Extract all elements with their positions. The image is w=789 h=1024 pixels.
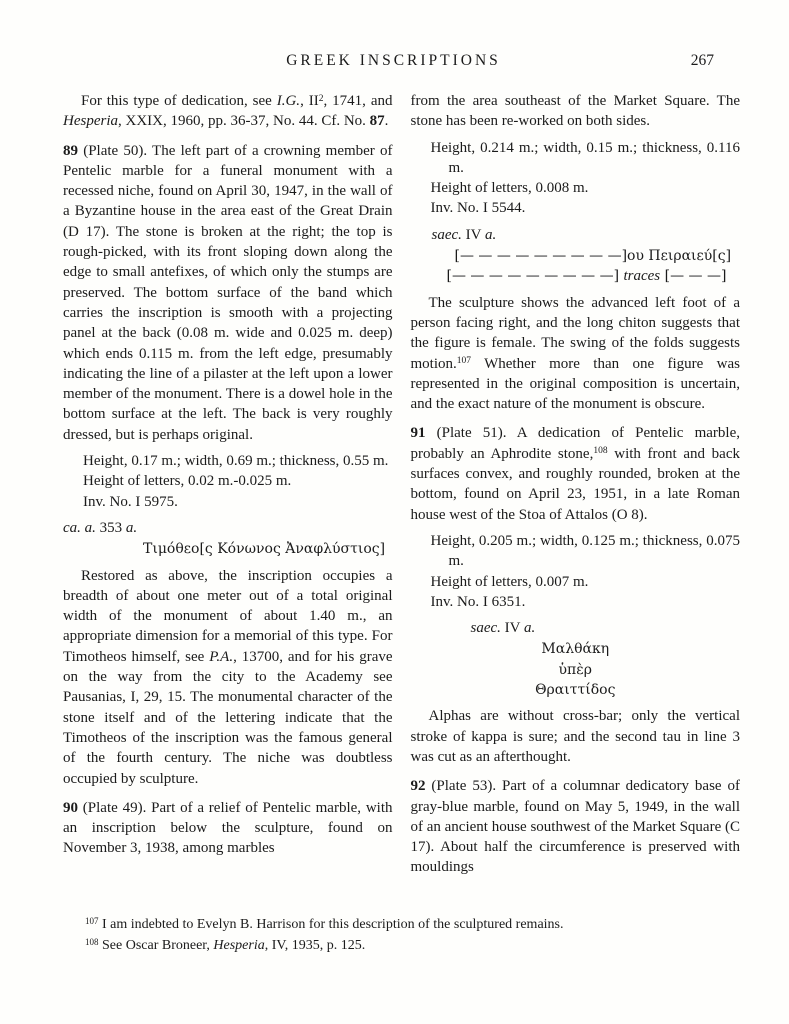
text-segment: I.G. [276,93,301,109]
text-segment: Height, 0.17 m.; width, 0.69 m.; thickness, 0.55 m. [83,453,389,470]
entry-paragraph [411,776,741,877]
text-segment: a. [523,620,536,637]
measurements-block [411,138,741,219]
footnote [63,935,740,956]
text-segment: (Plate 49). Part of a relief of Pentelic marble, with an inscription below the sculpture, found on November 3, 1938, among marbles [63,799,393,857]
text-segment: , XXIX, 1960, pp. 36-37, No. 44. Cf. No. [118,113,370,130]
measurement-line [411,178,741,198]
inscription-line [411,639,741,659]
text-segment: 87 [369,113,385,130]
text-segment: traces [623,268,661,285]
text-segment: ca. a. [63,519,96,536]
footnote-marker: 108 [593,446,608,457]
text-segment: Hesperia [213,938,265,953]
measurement-line [411,138,741,179]
text-segment: The sculpture shows the advanced left foot of a person facing right, and the long chiton suggests that the figure is female. The swing of the folds suggests motion. [410,294,740,372]
paragraph [411,706,741,767]
text-segment: 89 [63,142,78,159]
text-segment: (Plate 50). The left part of a crowning member of Pentelic marble for a funeral monument with a recessed niche, found on April 30, 1947, in the wall of a Byzantine house in the area east of the Great Drain (D 17). The stone is broken at the right; the top is rough-picked, with its front sloping down along the edge to small antefixes, of which only the stumps are preserved. The bottom surface of the band which carries the inscription is smooth with a projecting panel at the back (0.08 m. wide and 0.025 m. deep) which ends 0.115 m. from the left edge, presumably indicating the line of a pilaster at the left upon a lower member of the monument. There is a dowel hole in the bottom surface at the left. The back is very roughly dressed, but is perhaps original. [63,142,393,443]
text-segment: 91 [410,425,426,442]
measurement-line [63,471,393,491]
page-number: 267 [690,52,714,69]
text-segment: Alphas are without cross-bar; only the vertical stroke of kappa is sure; and the second tau in line 3 was cut as an afterthought. [410,708,740,765]
measurement-line [411,592,741,612]
text-segment: , IV, 1935, p. 125. [264,938,366,953]
text-segment: Θραιττίδος [535,682,616,699]
inscription-line [411,680,741,700]
running-head-title: GREEK INSCRIPTIONS [286,52,501,69]
text-segment: I am indebted to Evelyn B. Harrison for this description of the sculptured remains. [98,917,564,932]
text-segment: a. [484,226,497,243]
text-columns [63,91,740,878]
text-segment: Hesperia [63,113,118,130]
text-segment: saec. [431,226,462,243]
text-segment: saec. [470,620,501,637]
text-segment: 92 [410,778,426,795]
text-segment: Inv. No. I 6351. [430,593,526,610]
text-segment: (Plate 53). Part of a columnar dedicatory base of gray-blue marble, found on May 5, 1949, in the wall of an ancient house southwest of the Market Square (C 17). About half the circumference is preserved with mouldings [410,778,740,876]
text-segment: For this type of dedication, see [81,93,277,109]
paragraph [411,91,741,132]
text-segment: See Oscar Broneer, [98,938,214,953]
text-segment: Τιμόθεο[ς Κόνωνος Ἀναφλύστιος] [143,541,386,558]
column-left [63,91,393,878]
footnote [63,914,740,935]
text-segment: Inv. No. I 5975. [83,493,178,510]
paragraph [411,293,741,415]
text-segment: (Plate 51). A dedication of Pentelic marble, probably an Aphrodite stone, [410,425,740,462]
footnote-marker: 2 [318,93,324,104]
footnotes [63,914,740,956]
inscription-block [411,639,741,700]
text-segment: Whether more than one figure was represented in the original composition is uncertain, and the exact nature of the monument is obscure. [410,355,740,413]
text-segment: Height of letters, 0.008 m. [430,180,589,197]
text-segment: Inv. No. I 5544. [430,200,526,217]
measurement-line [63,492,393,512]
text-segment: , II [300,93,319,109]
text-segment: IV [461,226,485,243]
text-segment: Height, 0.214 m.; width, 0.15 m.; thickness, 0.116 m. [430,139,740,176]
inscription-line [447,266,741,286]
date-line [63,518,393,538]
paragraph [63,566,393,789]
inscription-line [455,246,741,266]
text-segment: Μαλθάκη [541,641,610,658]
measurement-line [411,531,741,572]
entry-paragraph [63,141,393,445]
page-header [63,52,740,74]
text-segment: 353 [95,519,126,536]
text-segment: P.A. [209,648,234,665]
text-segment: IV [500,620,524,637]
inscription-line [411,660,741,680]
inscription-block [411,246,741,287]
text-segment: [— — — — — — — — —] [446,268,624,285]
text-segment: [— — — — — — — — —]ου Πειραιεύ[ς] [454,248,732,265]
footnote-marker: 107 [456,356,472,367]
text-segment: ὑπὲρ [558,661,592,678]
measurements-block [411,531,741,612]
text-segment: Height of letters, 0.02 m.-0.025 m. [83,473,292,490]
footnote-marker: 108 [85,937,99,947]
measurement-line [411,198,741,218]
measurements-block [63,451,393,512]
text-segment: , 1741, and [323,93,393,109]
footnote-marker: 107 [85,916,99,926]
text-segment: [— — —] [660,268,727,285]
date-line [432,225,741,245]
text-segment: with front and back surfaces convex, and roughly rounded, broken at the bottom, found on April 23, 1951, in a late Roman house west of the Stoa of Attalos (O 8). [410,445,740,523]
date-line [471,618,741,638]
paragraph [63,91,393,132]
text-segment: Restored as above, the inscription occupies a breadth of about one meter out of a total original width of the monument of about 1.40 m., an appropriate dimension for a memorial of this type. For Timotheos himself, see [63,567,393,665]
text-segment: a. [125,519,138,536]
measurement-line [63,451,393,471]
text-segment: Height, 0.205 m.; width, 0.125 m.; thickness, 0.075 m. [430,532,740,570]
text-segment: 90 [63,799,78,816]
entry-paragraph [63,798,393,859]
text-segment: from the area southeast of the Market Square. The stone has been re-worked on both sides. [410,93,740,130]
text-segment: Height of letters, 0.007 m. [430,573,589,590]
text-segment: . [384,113,389,130]
text-segment: , 13700, and for his grave on the way from the city to the Academy see Pausanias, I, 29, 15. The monumental character of the stone itself and of the lettering indicate that the Timotheos of the inscription was the famous general of the fourth century. The niche was doubtless occupied by sculpture. [63,648,393,787]
entry-paragraph [411,423,741,524]
measurement-line [411,572,741,592]
inscription-line [143,539,393,559]
inscription-block [63,539,393,559]
column-right [411,91,741,878]
